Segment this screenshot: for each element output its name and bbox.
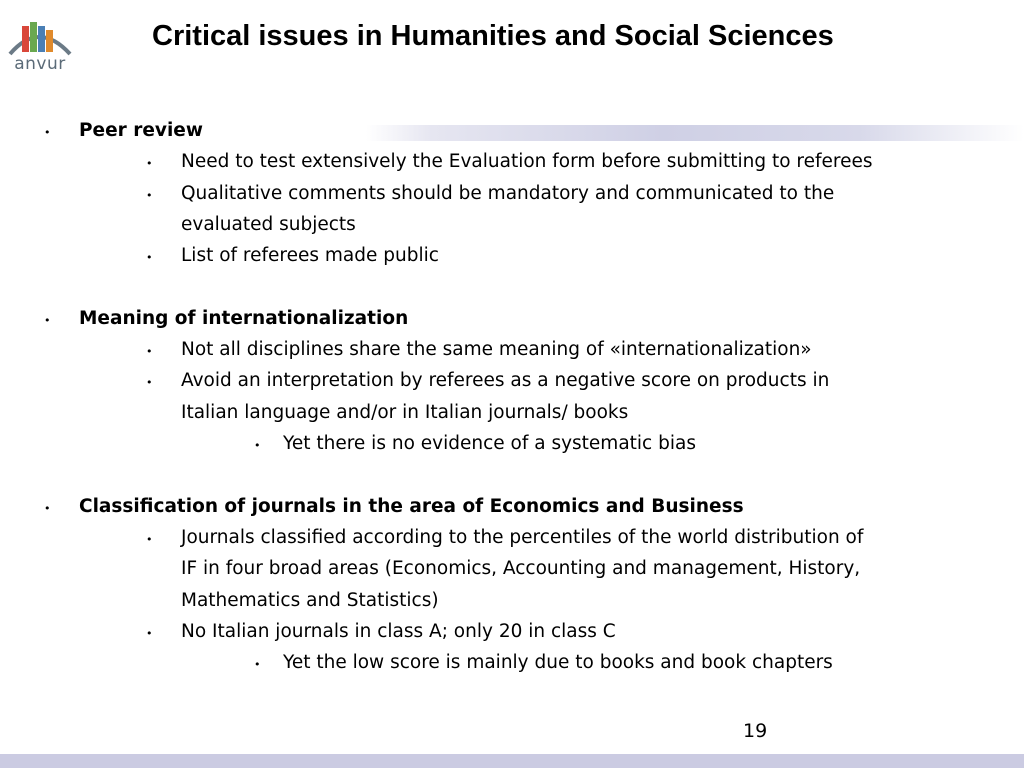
bullet-icon: • (146, 157, 153, 170)
sub-list-item: Yet the low score is mainly due to books and book chapters (283, 652, 833, 673)
list-item: Journals classified according to the percentiles of the world distribution of (181, 527, 864, 548)
list-item: Not all disciplines share the same meaning of «internationalization» (181, 339, 812, 360)
section-heading: Classification of journals in the area of Economics and Business (79, 496, 744, 517)
footer-bar (0, 754, 1024, 768)
logo-text: anvur (14, 54, 66, 74)
anvur-logo (6, 14, 76, 78)
bullet-icon: • (44, 502, 51, 515)
sub-list-item: Yet there is no evidence of a systematic bias (283, 433, 696, 454)
page-number: 19 (743, 720, 768, 742)
bullet-icon: • (146, 627, 153, 640)
bullet-icon: • (254, 658, 261, 671)
bullet-icon: • (146, 345, 153, 358)
section-heading: Peer review (79, 120, 203, 141)
list-item: No Italian journals in class A; only 20 in class C (181, 621, 616, 642)
bullet-icon: • (146, 376, 153, 389)
list-item: Avoid an interpretation by referees as a negative score on products in (181, 370, 830, 391)
list-item: Need to test extensively the Evaluation form before submitting to referees (181, 151, 873, 172)
list-item: List of referees made public (181, 245, 439, 266)
books-logo-icon (6, 14, 76, 58)
bullet-icon: • (146, 189, 153, 202)
bullet-icon: • (146, 251, 153, 264)
list-item: IF in four broad areas (Economics, Accounting and management, History, (181, 558, 861, 579)
list-item: Italian language and/or in Italian journals/ books (181, 402, 629, 423)
list-item: evaluated subjects (181, 214, 356, 235)
list-item: Qualitative comments should be mandatory and communicated to the (181, 183, 835, 204)
slide-title: Critical issues in Humanities and Social Sciences (152, 20, 834, 52)
list-item: Mathematics and Statistics) (181, 590, 439, 611)
bullet-icon: • (254, 439, 261, 452)
decorative-bar (366, 125, 1024, 141)
bullet-icon: • (44, 126, 51, 139)
bullet-icon: • (146, 533, 153, 546)
section-heading: Meaning of internationalization (79, 308, 409, 329)
bullet-icon: • (44, 314, 51, 327)
